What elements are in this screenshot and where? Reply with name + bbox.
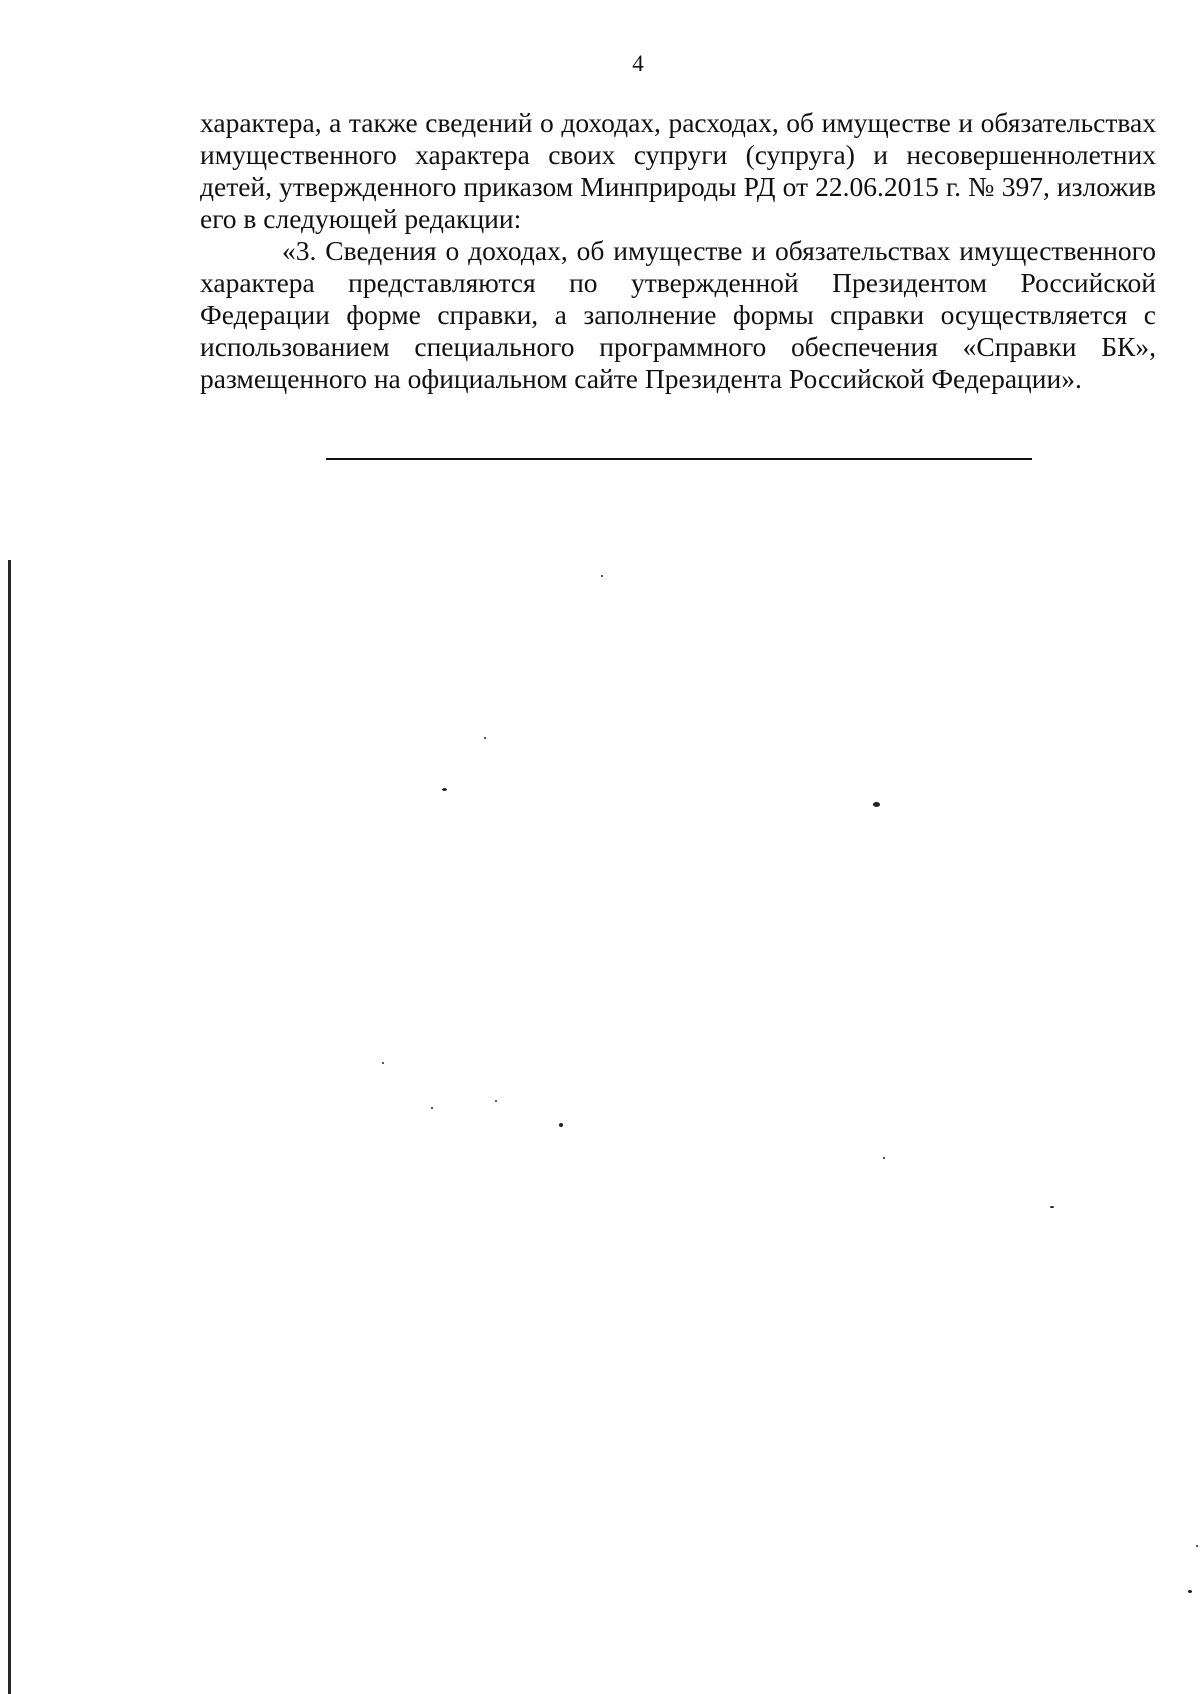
scan-speck: [1196, 1545, 1198, 1547]
scan-speck: [484, 737, 486, 739]
scan-speck: [873, 802, 880, 807]
scan-speck: [495, 1100, 497, 1102]
scan-speck: [431, 1107, 433, 1109]
document-body: [200, 107, 1156, 395]
end-separator-line: [326, 458, 1032, 460]
scan-speck: [883, 1157, 885, 1159]
scan-speck: [442, 788, 447, 791]
paragraph-clause-3: «3. Сведения о доходах, об имуществе и обязательствах имущественного характера представляются по утвержденной Президентом Российской Федерации форме справки, а заполнение формы справки осуществляется с использованием специального программного обеспечения «Справки БК», размещенного на официальном сайте Президента Российской Федерации».: [200, 235, 1156, 394]
paragraph-continuation: характера, а также сведений о доходах, расходах, об имуществе и обязательствах имущественного характера своих супруги (супруга) и несовершеннолетних детей, утвержденного приказом Минприроды РД от 22.06.2015 г. № 397, изложив его в следующей редакции:: [200, 107, 1156, 234]
scan-speck: [1188, 1590, 1192, 1593]
scan-speck: [382, 1062, 384, 1064]
scan-speck: [559, 1123, 563, 1127]
scan-speck: [1050, 1206, 1054, 1208]
scan-edge-line: [8, 560, 11, 1694]
scan-speck: [601, 575, 603, 577]
page-number: 4: [632, 51, 644, 76]
